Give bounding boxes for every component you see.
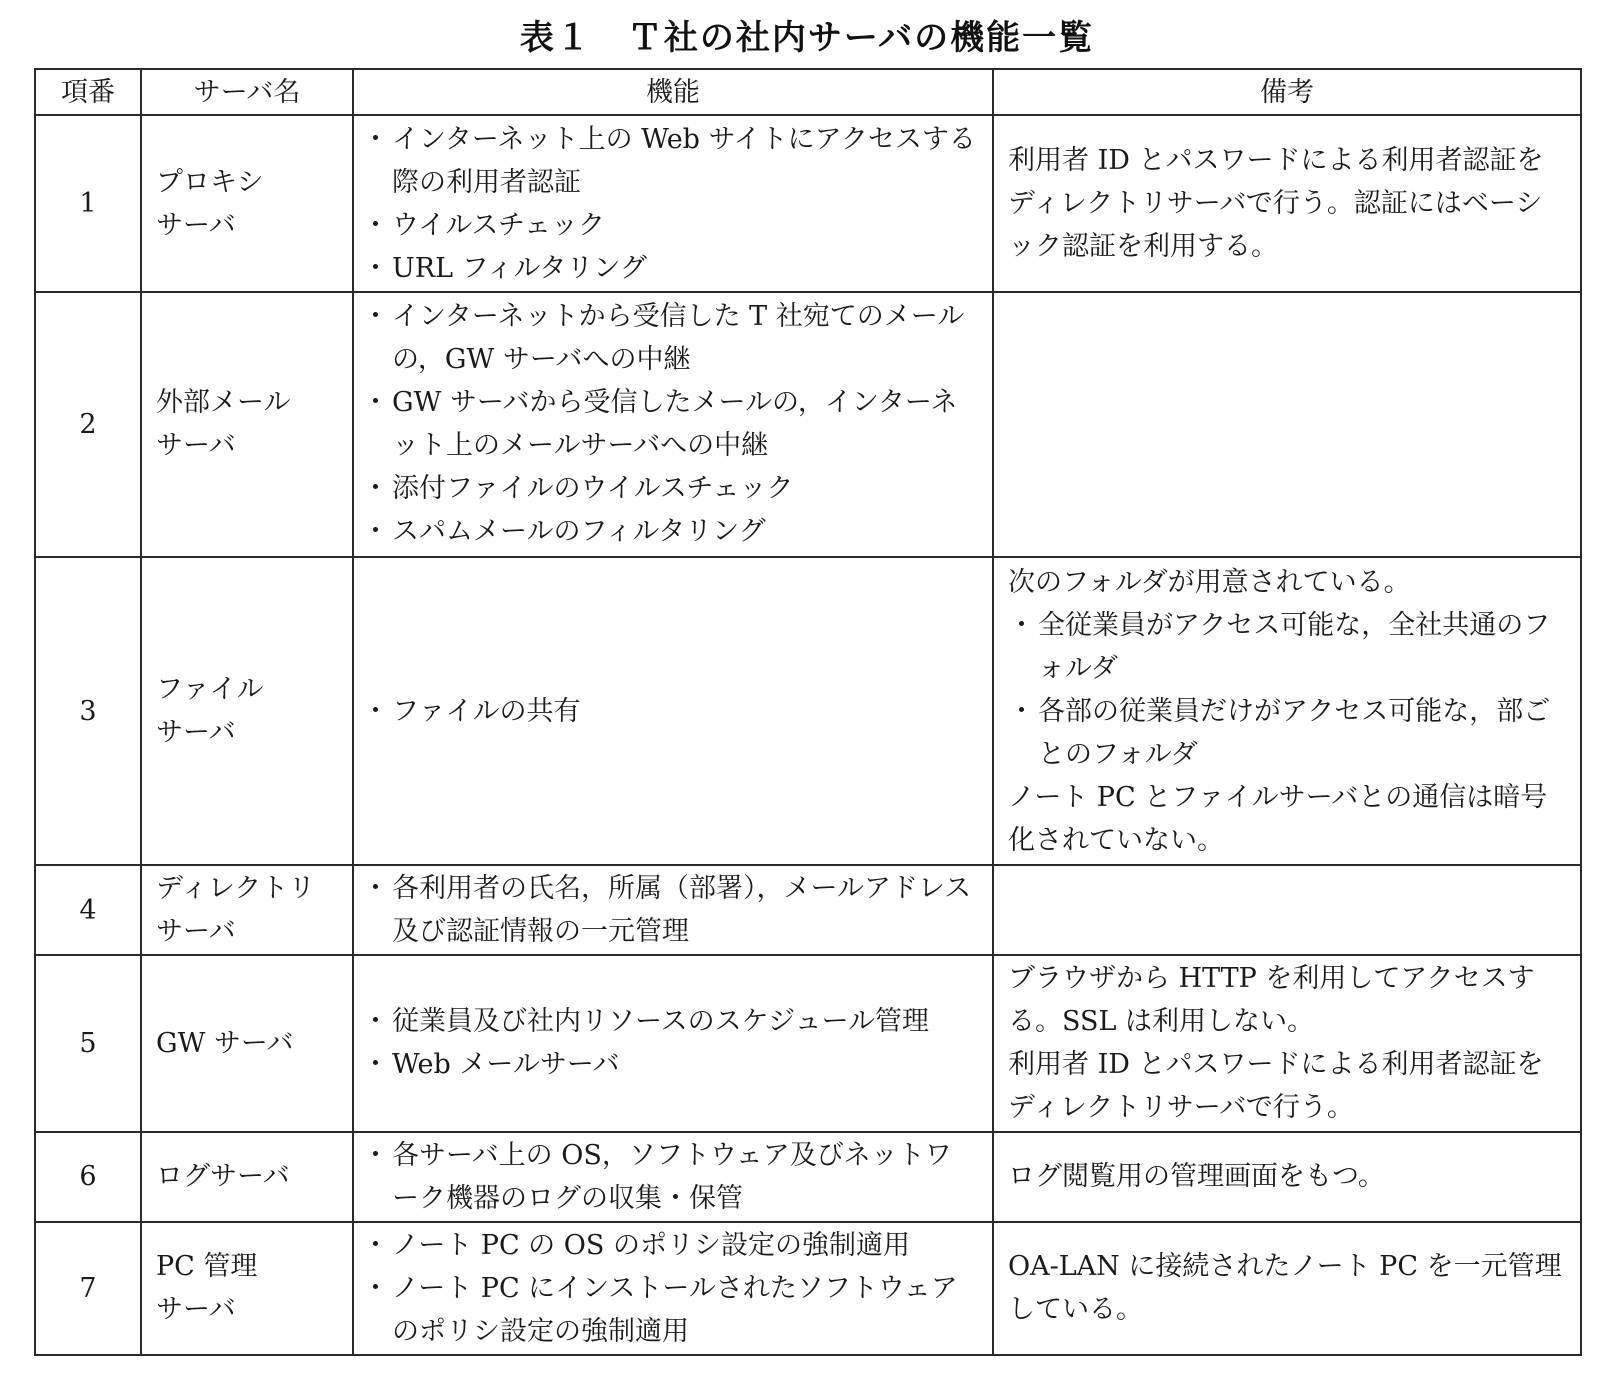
row-server-name: ディレクトリ サーバ: [141, 865, 353, 955]
row-notes: [993, 1132, 1581, 1222]
row-notes: [993, 865, 1581, 955]
function-item: ・ ノート PC にインストールされたソフトウェアのポリシ設定の強制適用: [368, 1267, 978, 1353]
table-row: [35, 115, 1581, 292]
header-func: 機能: [353, 69, 993, 115]
table-row: [35, 557, 1581, 865]
row-server-name: 外部メール サーバ: [141, 292, 353, 557]
row-functions: [353, 1132, 993, 1222]
note-text: 利用者 ID とパスワードによる利用者認証をディレクトリサーバで行う。認証にはベーシック認証を利用する。: [1008, 145, 1544, 263]
header-row: [35, 69, 1581, 115]
row-num: 7: [35, 1222, 141, 1355]
row-functions: [353, 292, 993, 557]
row-num: 4: [35, 865, 141, 955]
row-server-name: PC 管理 サーバ: [141, 1222, 353, 1355]
row-functions: [353, 557, 993, 865]
function-item: ・ 添付ファイルのウイルスチェック: [368, 467, 978, 510]
function-item: ・ インターネットから受信した T 社宛てのメールの，GW サーバへの中継: [368, 295, 978, 381]
row-functions: [353, 1222, 993, 1355]
row-num: 3: [35, 557, 141, 865]
row-notes: [993, 557, 1581, 865]
note-text: ブラウザから HTTP を利用してアクセスする。SSL は利用しない。: [1008, 963, 1535, 1038]
row-functions: [353, 865, 993, 955]
row-notes: [993, 292, 1581, 557]
function-item: ・ 各サーバ上の OS，ソフトウェア及びネットワーク機器のログの収集・保管: [368, 1134, 978, 1220]
row-functions: [353, 955, 993, 1132]
function-item: ・ URL フィルタリング: [368, 247, 978, 290]
function-item: ・ ファイルの共有: [368, 690, 978, 733]
function-item: ・ ノート PC の OS のポリシ設定の強制適用: [368, 1224, 978, 1267]
function-item: ・ 従業員及び社内リソースのスケジュール管理: [368, 1000, 978, 1043]
row-num: 2: [35, 292, 141, 557]
row-notes: [993, 955, 1581, 1132]
function-item: ・ ウイルスチェック: [368, 204, 978, 247]
table-row: [35, 955, 1581, 1132]
row-server-name: GW サーバ: [141, 955, 353, 1132]
function-item: ・ スパムメールのフィルタリング: [368, 510, 978, 553]
header-num: 項番: [35, 69, 141, 115]
table-row: [35, 1132, 1581, 1222]
server-function-table: [34, 68, 1582, 1356]
row-server-name: プロキシ サーバ: [141, 115, 353, 292]
table-row: [35, 292, 1581, 557]
row-functions: [353, 115, 993, 292]
row-num: 6: [35, 1132, 141, 1222]
row-num: 1: [35, 115, 141, 292]
note-text: 次のフォルダが用意されている。: [1008, 566, 1411, 598]
function-item: ・ インターネット上の Web サイトにアクセスする際の利用者認証: [368, 118, 978, 204]
row-notes: [993, 115, 1581, 292]
note-text: 利用者 ID とパスワードによる利用者認証をディレクトリサーバで行う。: [1008, 1049, 1544, 1124]
header-name: サーバ名: [141, 69, 353, 115]
note-text: ノート PC とファイルサーバとの通信は暗号化されていない。: [1008, 781, 1548, 856]
table-row: [35, 865, 1581, 955]
table-title: 表１ Ｔ社の社内サーバの機能一覧: [519, 18, 1095, 58]
note-bullet: ・ 全従業員がアクセス可能な，全社共通のフォルダ: [1008, 604, 1566, 690]
function-item: ・ 各利用者の氏名，所属（部署），メールアドレス及び認証情報の一元管理: [368, 867, 978, 953]
function-item: ・ Web メールサーバ: [368, 1043, 978, 1086]
function-item: ・ GW サーバから受信したメールの，インターネット上のメールサーバへの中継: [368, 381, 978, 467]
note-text: ログ閲覧用の管理画面をもつ。: [1008, 1161, 1385, 1193]
row-notes: [993, 1222, 1581, 1355]
note-text: OA-LAN に接続されたノート PC を一元管理している。: [1008, 1251, 1562, 1326]
table-row: [35, 1222, 1581, 1355]
row-server-name: ファイル サーバ: [141, 557, 353, 865]
row-server-name: ログサーバ: [141, 1132, 353, 1222]
header-note: 備考: [993, 69, 1581, 115]
note-bullet: ・ 各部の従業員だけがアクセス可能な，部ごとのフォルダ: [1008, 690, 1566, 776]
row-num: 5: [35, 955, 141, 1132]
